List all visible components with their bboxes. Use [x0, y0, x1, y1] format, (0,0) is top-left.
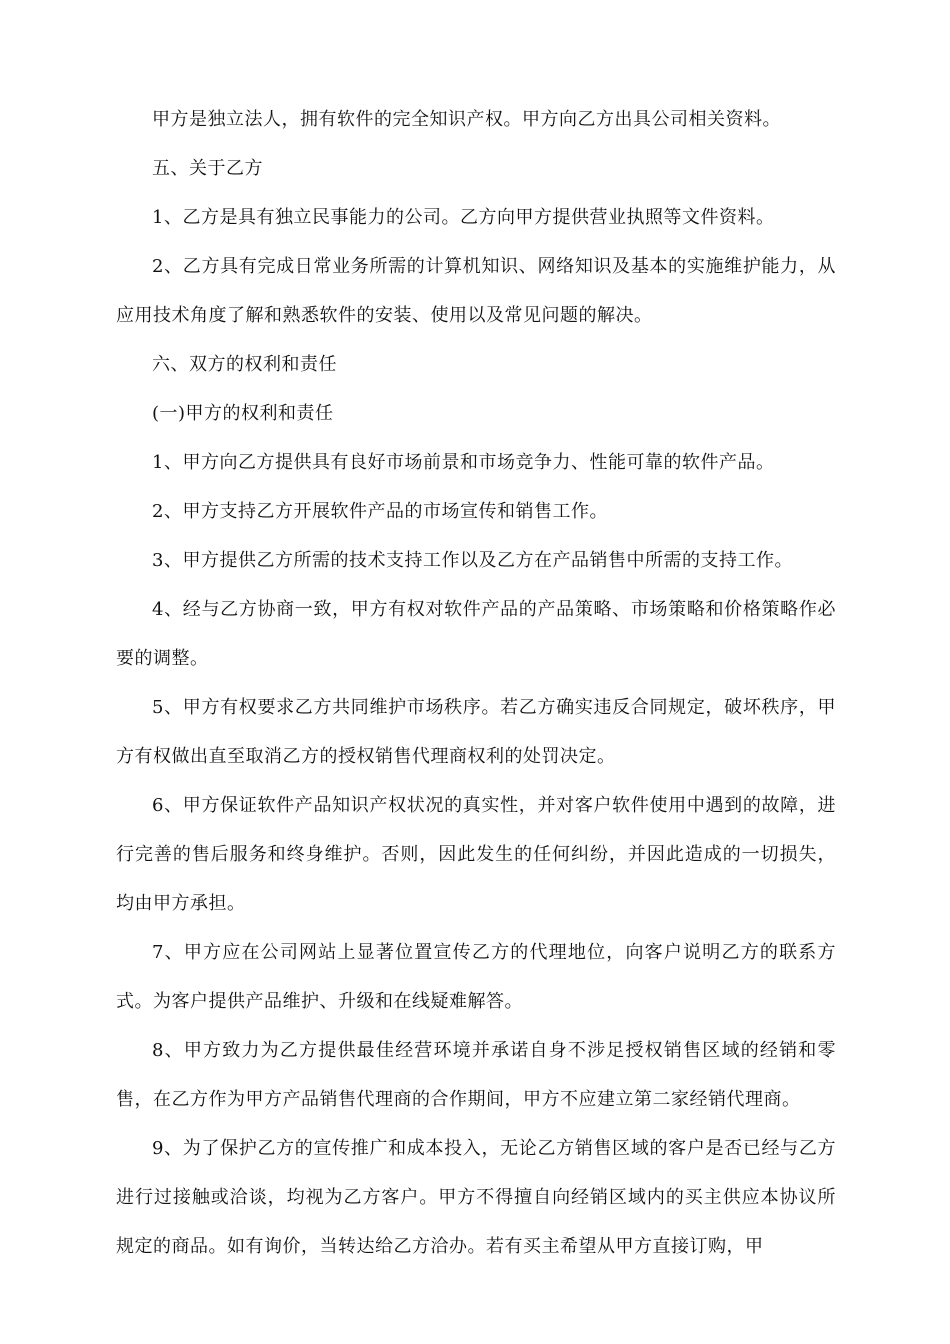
paragraph-8: 5、甲方有权要求乙方共同维护市场秩序。若乙方确实违反合同规定，破坏秩序，甲方有权做出直至取消乙方的授权销售代理商权利的处罚决定。: [116, 697, 836, 767]
paragraph-2: 1、乙方是具有独立民事能力的公司。乙方向甲方提供营业执照等文件资料。: [152, 207, 775, 228]
paragraph-3: 2、乙方具有完成日常业务所需的计算机知识、网络知识及基本的实施维护能力，从应用技术角度了解和熟悉软件的安装、使用以及常见问题的解决。: [116, 256, 836, 326]
paragraph-4: 1、甲方向乙方提供具有良好市场前景和市场竞争力、性能可靠的软件产品。: [152, 452, 775, 473]
paragraph-10: 7、甲方应在公司网站上显著位置宣传乙方的代理地位，向客户说明乙方的联系方式。为客户提供产品维护、升级和在线疑难解答。: [116, 942, 836, 1012]
subsection-heading-1: (一)甲方的权利和责任: [152, 403, 334, 424]
paragraph-7: 4、经与乙方协商一致，甲方有权对软件产品的产品策略、市场策略和价格策略作必要的调整。: [116, 599, 836, 669]
paragraph-5: 2、甲方支持乙方开展软件产品的市场宣传和销售工作。: [152, 501, 608, 522]
paragraph-12: 9、为了保护乙方的宣传推广和成本投入，无论乙方销售区域的客户是否已经与乙方进行过接触或洽谈，均视为乙方客户。甲方不得擅自向经销区域内的买主供应本协议所规定的商品。如有询价，当转达给乙方洽办。若有买主希望从甲方直接订购，甲: [116, 1138, 836, 1257]
paragraph-11: 8、甲方致力为乙方提供最佳经营环境并承诺自身不涉足授权销售区域的经销和零售，在乙方作为甲方产品销售代理商的合作期间，甲方不应建立第二家经销代理商。: [116, 1040, 836, 1110]
paragraph-6: 3、甲方提供乙方所需的技术支持工作以及乙方在产品销售中所需的支持工作。: [152, 550, 793, 571]
paragraph-1: 甲方是独立法人，拥有软件的完全知识产权。甲方向乙方出具公司相关资料。: [152, 109, 781, 130]
paragraph-9: 6、甲方保证软件产品知识产权状况的真实性，并对客户软件使用中遇到的故障，进行完善的售后服务和终身维护。否则，因此发生的任何纠纷，并因此造成的一切损失，均由甲方承担。: [116, 795, 836, 914]
section-heading-6: 六、双方的权利和责任: [152, 354, 337, 375]
section-heading-5: 五、关于乙方: [152, 158, 263, 179]
document-body: [116, 95, 836, 1271]
